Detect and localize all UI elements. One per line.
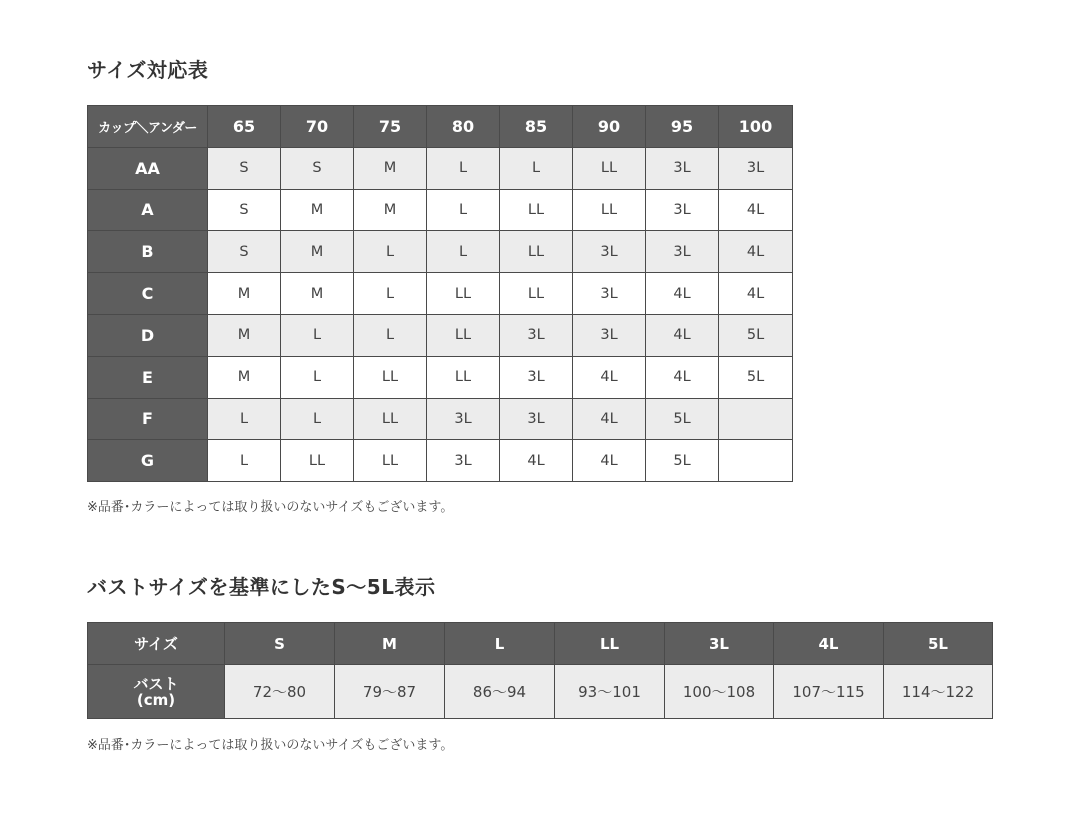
table-cell: M bbox=[208, 273, 281, 315]
column-header: 70 bbox=[281, 106, 354, 148]
table-cell: 3L bbox=[500, 314, 573, 356]
table-cell: S bbox=[208, 231, 281, 273]
table-row bbox=[88, 273, 793, 315]
table-cell: L bbox=[281, 398, 354, 440]
row-header-unit: (cm) bbox=[136, 690, 176, 709]
row-header: B bbox=[88, 231, 208, 273]
table-cell: L bbox=[281, 314, 354, 356]
table-cell: 114〜122 bbox=[884, 665, 993, 719]
table-cell: L bbox=[208, 440, 281, 482]
table-cell: L bbox=[500, 147, 573, 189]
row-header: E bbox=[88, 356, 208, 398]
table-cell: 86〜94 bbox=[445, 665, 555, 719]
column-header: 5L bbox=[884, 623, 993, 665]
table-cell: 4L bbox=[573, 356, 646, 398]
column-header: 85 bbox=[500, 106, 573, 148]
column-header: LL bbox=[555, 623, 665, 665]
column-header: M bbox=[335, 623, 445, 665]
table-cell: 3L bbox=[500, 356, 573, 398]
table-cell: LL bbox=[354, 398, 427, 440]
table-cell: L bbox=[427, 189, 500, 231]
table-cell: 3L bbox=[427, 398, 500, 440]
availability-note: ※品番･カラーによっては取り扱いのないサイズもございます。 bbox=[87, 500, 454, 515]
table-cell: L bbox=[427, 231, 500, 273]
row-header: C bbox=[88, 273, 208, 315]
table-cell: LL bbox=[427, 356, 500, 398]
table-cell: LL bbox=[573, 147, 646, 189]
table-cell: 4L bbox=[500, 440, 573, 482]
table-cell: L bbox=[281, 356, 354, 398]
row-header: A bbox=[88, 189, 208, 231]
row-header bbox=[88, 665, 225, 719]
table-cell: LL bbox=[354, 440, 427, 482]
size-header-label: サイズ bbox=[88, 623, 225, 665]
table-cell: 3L bbox=[500, 398, 573, 440]
table-cell: M bbox=[354, 189, 427, 231]
table-cell: 93〜101 bbox=[555, 665, 665, 719]
size-chart-title: サイズ対応表 bbox=[87, 58, 209, 82]
size-chart-table bbox=[87, 105, 793, 482]
column-header: 80 bbox=[427, 106, 500, 148]
table-cell: 5L bbox=[646, 440, 719, 482]
table-cell: LL bbox=[500, 231, 573, 273]
table-cell: M bbox=[208, 356, 281, 398]
table-cell: S bbox=[208, 147, 281, 189]
table-row bbox=[88, 665, 993, 719]
column-header: 95 bbox=[646, 106, 719, 148]
table-cell: L bbox=[354, 314, 427, 356]
column-header: 75 bbox=[354, 106, 427, 148]
table-cell: 3L bbox=[573, 314, 646, 356]
table-header-row bbox=[88, 623, 993, 665]
table-cell bbox=[719, 398, 793, 440]
table-cell: 4L bbox=[719, 273, 793, 315]
table-cell: 4L bbox=[646, 356, 719, 398]
table-row bbox=[88, 147, 793, 189]
table-cell: S bbox=[208, 189, 281, 231]
row-header: F bbox=[88, 398, 208, 440]
table-cell: 107〜115 bbox=[774, 665, 884, 719]
table-cell: 3L bbox=[719, 147, 793, 189]
table-cell: S bbox=[281, 147, 354, 189]
table-cell: L bbox=[354, 273, 427, 315]
column-header: 65 bbox=[208, 106, 281, 148]
column-header: 3L bbox=[665, 623, 774, 665]
column-header: 100 bbox=[719, 106, 793, 148]
column-header: 90 bbox=[573, 106, 646, 148]
table-cell: 4L bbox=[573, 440, 646, 482]
table-row bbox=[88, 314, 793, 356]
table-row bbox=[88, 189, 793, 231]
table-cell: 5L bbox=[646, 398, 719, 440]
table-cell: 3L bbox=[427, 440, 500, 482]
row-header: D bbox=[88, 314, 208, 356]
table-cell: 4L bbox=[573, 398, 646, 440]
table-row bbox=[88, 398, 793, 440]
table-row bbox=[88, 356, 793, 398]
table-row bbox=[88, 231, 793, 273]
bust-size-table bbox=[87, 622, 993, 719]
table-cell: M bbox=[281, 189, 354, 231]
table-row bbox=[88, 440, 793, 482]
table-cell: M bbox=[281, 273, 354, 315]
table-cell: 72〜80 bbox=[225, 665, 335, 719]
table-cell: 3L bbox=[573, 273, 646, 315]
table-cell: M bbox=[354, 147, 427, 189]
column-header: S bbox=[225, 623, 335, 665]
table-cell: LL bbox=[573, 189, 646, 231]
row-header-line: バスト bbox=[133, 674, 179, 693]
table-cell: M bbox=[208, 314, 281, 356]
table-cell: L bbox=[354, 231, 427, 273]
table-cell: 100〜108 bbox=[665, 665, 774, 719]
table-cell: LL bbox=[427, 314, 500, 356]
table-cell: 5L bbox=[719, 314, 793, 356]
table-header-row bbox=[88, 106, 793, 148]
table-cell: 3L bbox=[573, 231, 646, 273]
table-cell: LL bbox=[281, 440, 354, 482]
table-cell: 5L bbox=[719, 356, 793, 398]
column-header: 4L bbox=[774, 623, 884, 665]
table-cell: 4L bbox=[719, 189, 793, 231]
table-cell: 4L bbox=[719, 231, 793, 273]
column-header: L bbox=[445, 623, 555, 665]
table-cell: 4L bbox=[646, 273, 719, 315]
table-cell: 79〜87 bbox=[335, 665, 445, 719]
table-cell: 3L bbox=[646, 189, 719, 231]
table-cell: 3L bbox=[646, 147, 719, 189]
table-cell: LL bbox=[354, 356, 427, 398]
bust-size-title: バストサイズを基準にしたS〜5L表示 bbox=[87, 575, 436, 599]
table-cell: L bbox=[427, 147, 500, 189]
row-header: G bbox=[88, 440, 208, 482]
table-cell: M bbox=[281, 231, 354, 273]
row-header: AA bbox=[88, 147, 208, 189]
table-cell: LL bbox=[427, 273, 500, 315]
table-cell: 4L bbox=[646, 314, 719, 356]
corner-header: カップ＼アンダー bbox=[88, 106, 208, 148]
availability-note: ※品番･カラーによっては取り扱いのないサイズもございます。 bbox=[87, 738, 454, 753]
table-cell bbox=[719, 440, 793, 482]
table-cell: L bbox=[208, 398, 281, 440]
table-cell: LL bbox=[500, 273, 573, 315]
table-cell: LL bbox=[500, 189, 573, 231]
table-cell: 3L bbox=[646, 231, 719, 273]
